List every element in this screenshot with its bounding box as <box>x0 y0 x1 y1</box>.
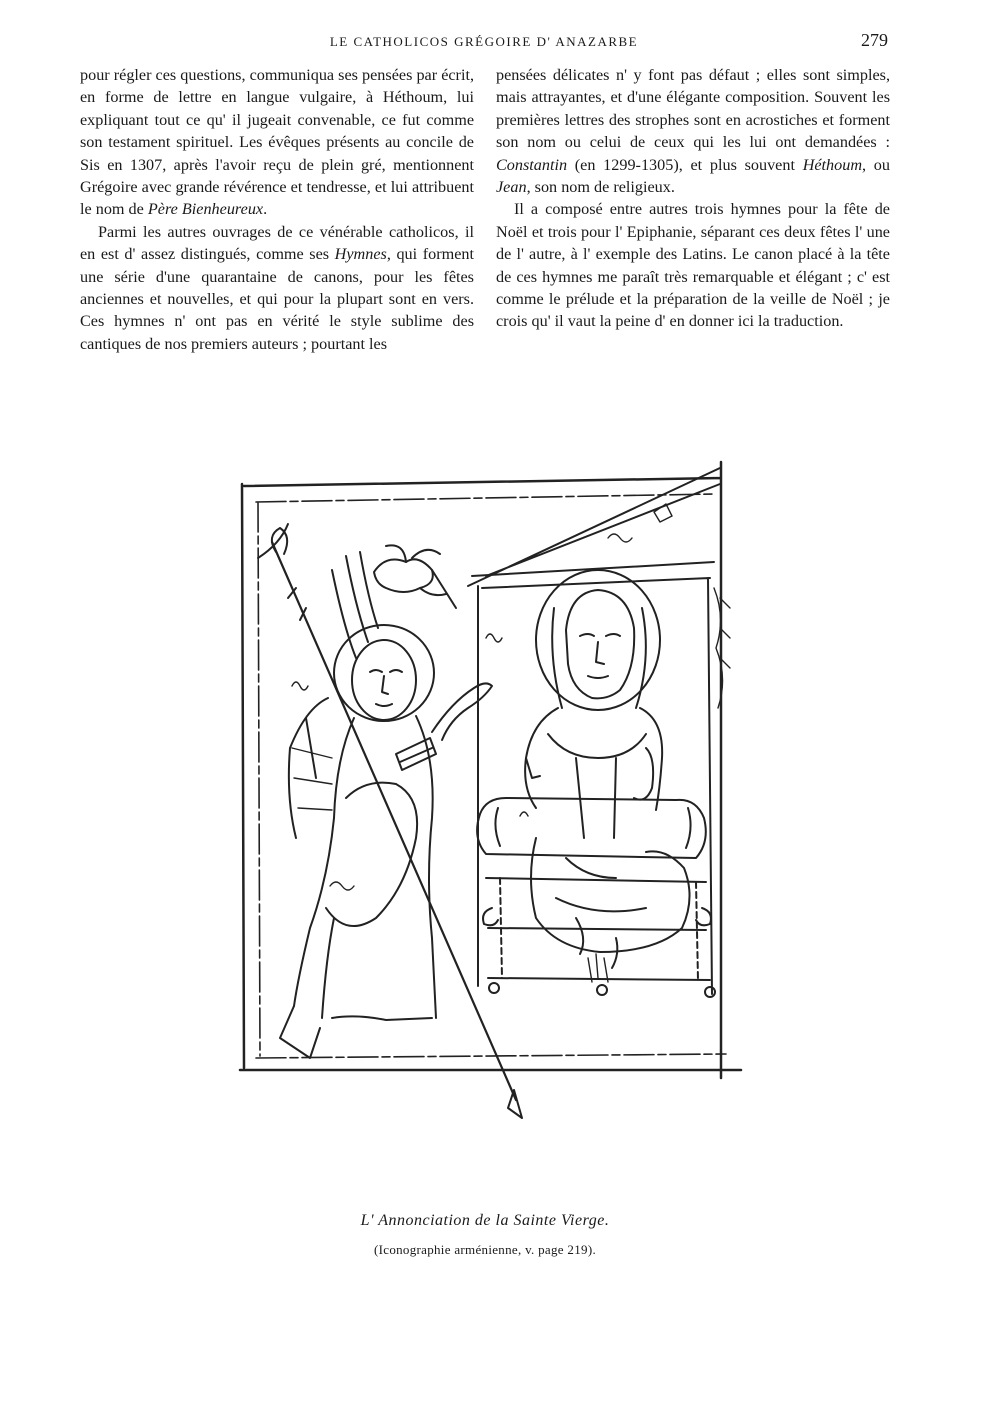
left-paragraph-2: Parmi les autres ouvrages de ce vénérable catholicos, il en est d' assez distingués, comme ses Hymnes, qui forment une série d'une quarantaine de canons, pour les fêtes anciennes et nouvelles, et qui pour la plupart sont en vers. Ces hymnes n' ont pas en vérité le style sublime des cantiques de nos premiers auteurs ; pourtant les <box>80 222 474 353</box>
right-column <box>496 64 890 355</box>
page-number: 279 <box>861 30 888 50</box>
italic-name: Constantin <box>496 155 568 174</box>
italic-name: Héthoum <box>802 155 863 174</box>
running-title: LE CATHOLICOS GRÉGOIRE D' ANAZARBE <box>329 34 639 49</box>
left-column <box>80 64 474 355</box>
text-columns <box>80 64 890 355</box>
annunciation-illustration <box>236 458 748 1198</box>
italic-title: Père Bienheureux <box>147 200 264 219</box>
figure-caption: L' Annonciation de la Sainte Vierge. <box>360 1212 610 1229</box>
left-paragraph-1: pour régler ces questions, communiqua ses pensées par écrit, en forme de lettre en langue vulgaire, à Héthoum, lui expliquant tout ce qu' il jugeait convenable, ce fut comme son testament spirituel. Les évêques présents au concile de Sis en 1307, après l'avoir reçu de plein gré, mentionnent Grégoire avec grande révérence et tendresse, et lui attribuent le nom de Père Bienheureux. <box>80 66 474 219</box>
page-header <box>80 30 888 52</box>
right-paragraph-1: pensées délicates n' y font pas défaut ; elles sont simples, mais attrayantes, et d'une élégante composition. Souvent les premières lettres des strophes sont en acrostiches et forment son nom ou celui de ceux qui les lui ont demandées : Constantin (en 1299-1305), et plus souvent Héthoum, ou Jean, son nom de religieux. <box>496 66 890 197</box>
annunciation-drawing <box>236 458 748 1198</box>
figure-subcaption: (Iconographie arménienne, v. page 219). <box>373 1242 597 1257</box>
right-paragraph-2: Il a composé entre autres trois hymnes pour la fête de Noël et trois pour l' Epiphanie, séparant ces deux fêtes l' une de l' autre, à l' exemple des Latins. Le canon placé à la tête de ces hymnes me paraît très remarquable et élégant ; c' est comme le prélude et la préparation de la veille de Noël ; je crois qu' il vaut la peine d' en donner ici la traduction. <box>496 200 890 331</box>
italic-name: Jean <box>496 178 527 197</box>
italic-title: Hymnes <box>334 245 387 264</box>
